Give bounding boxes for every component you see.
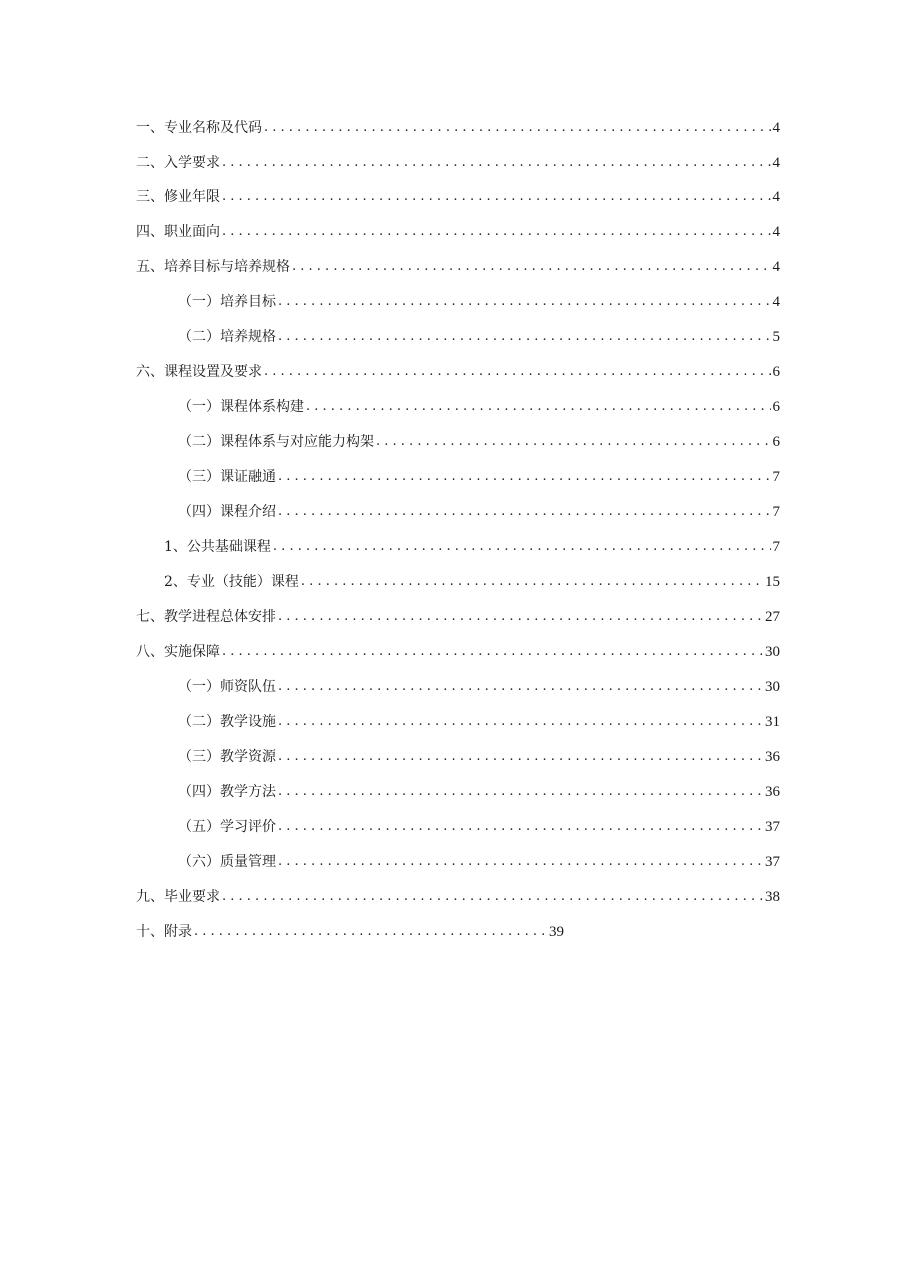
toc-entry[interactable] [178,325,780,349]
toc-entry[interactable] [136,151,780,175]
toc-entry-page: 36 [765,784,780,800]
toc-entry[interactable] [178,395,780,419]
toc-entry-page: 4 [772,224,780,240]
toc-entry-title: 1、公共基础课程 [164,539,271,555]
toc-dot-leader [222,151,771,175]
toc-dot-leader [278,815,763,839]
toc-entry[interactable] [164,535,780,559]
toc-entry-title: （一）师资队伍 [178,679,276,695]
toc-entry[interactable] [136,640,780,664]
toc-entry[interactable] [178,290,780,314]
toc-entry-title: （四）教学方法 [178,784,276,800]
toc-entry-title: 三、修业年限 [136,189,220,205]
toc-dot-leader [278,290,771,314]
toc-entry-title: （二）教学设施 [178,714,276,730]
toc-entry[interactable] [136,360,780,384]
toc-entry-title: （六）质量管理 [178,854,276,870]
toc-dot-leader [222,185,771,209]
toc-entry-title: （三）教学资源 [178,749,276,765]
toc-entry-page: 7 [772,469,780,485]
toc-entry-page: 37 [765,854,780,870]
toc-entry[interactable] [178,815,780,839]
toc-dot-leader [278,325,771,349]
toc-entry[interactable] [136,185,780,209]
toc-entry-page: 37 [765,819,780,835]
toc-dot-leader [222,640,763,664]
toc-dot-leader [301,570,763,594]
toc-entry-page: 27 [765,609,780,625]
toc-dot-leader [278,850,763,874]
toc-entry[interactable] [178,710,780,734]
toc-dot-leader [278,605,763,629]
toc-entry-title: （五）学习评价 [178,819,276,835]
toc-entry-page: 6 [772,434,780,450]
toc-entry-page: 30 [765,644,780,660]
toc-entry[interactable] [178,850,780,874]
toc-dot-leader [278,780,763,804]
toc-entry-title: （一）培养目标 [178,294,276,310]
toc-dot-leader [278,675,763,699]
toc-entry-title: （三）课证融通 [178,469,276,485]
toc-entry[interactable] [178,500,780,524]
toc-entry[interactable] [164,570,780,594]
toc-entry[interactable] [136,885,780,909]
toc-dot-leader [222,220,771,244]
toc-entry-title: 五、培养目标与培养规格 [136,259,290,275]
toc-entry-title: （二）培养规格 [178,329,276,345]
toc-entry-page: 4 [772,189,780,205]
toc-entry-page: 31 [765,714,780,730]
toc-entry-page: 5 [772,329,780,345]
toc-entry-title: 七、教学进程总体安排 [136,609,276,625]
toc-entry-title: 一、专业名称及代码 [136,120,262,136]
toc-dot-leader [292,255,771,279]
toc-entry[interactable] [136,255,780,279]
toc-dot-leader [222,885,763,909]
toc-entry-title: 十、附录 [136,924,192,940]
toc-entry-page: 7 [772,539,780,555]
toc-entry[interactable] [136,920,564,944]
toc-entry-page: 36 [765,749,780,765]
toc-entry-page: 4 [772,259,780,275]
toc-entry-title: 六、课程设置及要求 [136,364,262,380]
toc-entry[interactable] [136,605,780,629]
toc-dot-leader [278,745,763,769]
toc-entry-title: 八、实施保障 [136,644,220,660]
toc-entry-page: 4 [772,120,780,136]
toc-entry[interactable] [136,116,780,140]
toc-entry-page: 4 [772,294,780,310]
toc-entry-page: 15 [765,574,780,590]
toc-entry-title: 九、毕业要求 [136,889,220,905]
toc-entry[interactable] [178,780,780,804]
toc-dot-leader [278,710,763,734]
toc-entry-title: （一）课程体系构建 [178,399,304,415]
toc-dot-leader [376,430,771,454]
toc-entry-title: 2、专业（技能）课程 [164,574,299,590]
toc-entry-page: 6 [772,399,780,415]
toc-entry-title: （四）课程介绍 [178,504,276,520]
toc-entry-page: 4 [772,155,780,171]
toc-entry-title: （二）课程体系与对应能力构架 [178,434,374,450]
toc-dot-leader [306,395,771,419]
toc-dot-leader [278,465,771,489]
toc-entry[interactable] [178,465,780,489]
toc-entry-page: 39 [549,924,564,940]
toc-entry-page: 38 [765,889,780,905]
toc-entry-title: 二、入学要求 [136,155,220,171]
toc-entry[interactable] [178,745,780,769]
toc-dot-leader [278,500,771,524]
toc-entry[interactable] [178,675,780,699]
toc-entry[interactable] [178,430,780,454]
toc-entry-page: 30 [765,679,780,695]
toc-dot-leader [273,535,771,559]
toc-entry-page: 6 [772,364,780,380]
toc-entry-title: 四、职业面向 [136,224,220,240]
toc-dot-leader [194,920,547,944]
toc-entry-page: 7 [772,504,780,520]
toc-dot-leader [264,116,771,140]
toc-dot-leader [264,360,771,384]
toc-entry[interactable] [136,220,780,244]
